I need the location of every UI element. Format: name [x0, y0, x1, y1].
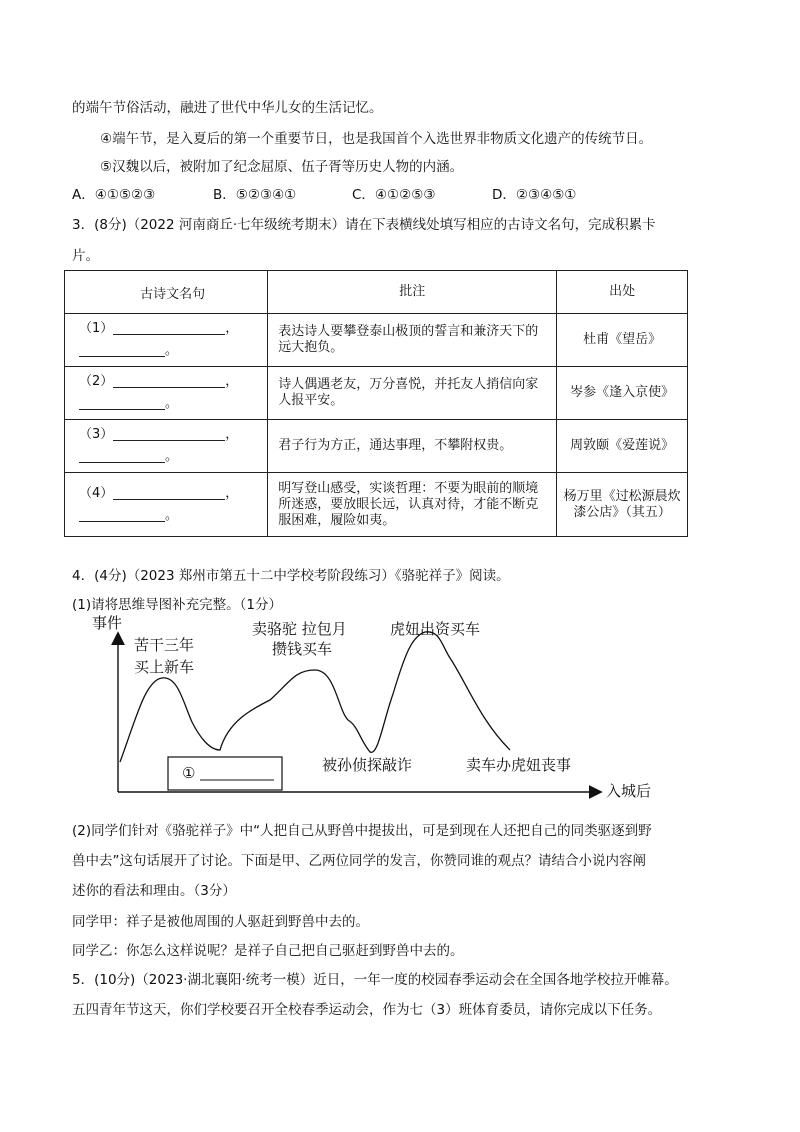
answer-box-number: ① [182, 764, 196, 782]
table-row [65, 367, 688, 420]
question-4-sub-1: (1)请将思维导图补充完整。（1分） [72, 597, 282, 613]
paragraph-3: ⑤汉魏以后，被附加了纪念屈原、伍子胥等历史人物的内涵。 [100, 159, 464, 175]
question-4-line-1: 4．(4分)（2023 郑州市第五十二中学校考阶段练习）《骆驼祥子》阅读。 [72, 568, 510, 584]
source-cell: 岑参《逢入京使》 [557, 367, 688, 420]
event-5: 卖车办虎妞丧事 [466, 756, 572, 774]
poetry-table [64, 270, 688, 537]
option-a[interactable]: A．④①⑤②③ [72, 187, 156, 203]
option-b[interactable]: B．⑤②③④① [213, 187, 297, 203]
question-4-sub-2-line-1: (2)同学们针对《骆驼祥子》中“人把自己从野兽中提拔出，可是到现在人还把自己的同类驱逐到野 [72, 823, 652, 839]
answer-blank[interactable] [113, 487, 225, 500]
table-row [65, 314, 688, 367]
fill-cell[interactable]: （3） ， 。 [65, 420, 268, 473]
answer-blank[interactable] [79, 450, 165, 463]
question-4-sub-2-line-2: 兽中去”这句话展开了讨论。下面是甲、乙两位同学的发言，你赞同谁的观点？请结合小说内容阐 [72, 853, 646, 869]
event-1-line-2: 买上新车 [134, 658, 195, 676]
annotation-cell: 诗人偶遇老友，万分喜悦，并托友人捎信向家人报平安。 [268, 367, 557, 420]
header-poem-line: 古诗文名句 [65, 271, 268, 314]
answer-blank[interactable] [113, 428, 225, 441]
event-1-line-1: 苦干三年 [134, 636, 195, 654]
question-3-line-1: 3．(8分)（2022 河南商丘·七年级统考期末）请在下表横线处填写相应的古诗文名句，完成积累卡 [72, 217, 656, 233]
event-4: 被孙侦探敲诈 [322, 756, 413, 774]
table-row [65, 420, 688, 473]
answer-blank[interactable] [79, 397, 165, 410]
fill-cell[interactable]: （1） ， 。 [65, 314, 268, 367]
source-cell: 杨万里《过松源晨炊漆公店》（其五） [557, 473, 688, 537]
annotation-cell: 表达诗人要攀登泰山极顶的誓言和兼济天下的远大抱负。 [268, 314, 557, 367]
answer-blank[interactable] [113, 375, 225, 388]
question-4-sub-2-line-3: 述你的看法和理由。（3分） [72, 883, 236, 899]
option-d[interactable]: D．②③④⑤① [492, 187, 577, 203]
header-source: 出处 [557, 271, 688, 314]
source-cell: 周敦颐《爱莲说》 [557, 420, 688, 473]
question-5-line-1: 5．(10分)（2023·湖北襄阳·统考一模）近日，一年一度的校园春季运动会在全国各地学校拉开帷幕。 [72, 972, 678, 988]
fill-cell[interactable]: （2） ， 。 [65, 367, 268, 420]
student-b-statement: 同学乙：你怎么这样说呢？是祥子自己把自己驱赶到野兽中去的。 [72, 943, 464, 959]
annotation-cell: 明写登山感受，实谈哲理：不要为眼前的顺境所迷惑，要放眼长远，认真对待，才能不断克服困难，履险如夷。 [268, 473, 557, 537]
source-cell: 杜甫《望岳》 [557, 314, 688, 367]
answer-blank[interactable] [113, 322, 225, 335]
option-c[interactable]: C．④①②⑤③ [352, 187, 436, 203]
question-5-line-2: 五四青年节这天，你们学校要召开全校春季运动会，作为七（3）班体育委员，请你完成以下任务。 [72, 1002, 662, 1018]
answer-blank[interactable] [79, 509, 165, 522]
header-annotation: 批注 [268, 271, 557, 314]
x-axis-label: 入城后 [606, 782, 652, 800]
paragraph-1: 的端午节俗活动，融进了世代中华儿女的生活记忆。 [72, 100, 383, 116]
y-axis-label: 事件 [92, 614, 123, 632]
plot-mindmap [90, 612, 670, 807]
fill-cell[interactable]: （4） ， 。 [65, 473, 268, 537]
paragraph-2: ④端午节，是入夏后的第一个重要节日，也是我国首个入选世界非物质文化遗产的传统节日。 [100, 131, 653, 147]
event-2-line-2: 攒钱买车 [272, 640, 333, 658]
answer-blank[interactable] [79, 344, 165, 357]
event-2-line-1: 卖骆驼 拉包月 [252, 620, 347, 638]
annotation-cell: 君子行为方正，通达事理，不攀附权贵。 [268, 420, 557, 473]
table-header-row [65, 271, 688, 314]
event-3: 虎妞出资买车 [390, 620, 481, 638]
question-3-line-2: 片。 [72, 248, 99, 264]
table-row [65, 473, 688, 537]
student-a-statement: 同学甲：祥子是被他周围的人驱赶到野兽中去的。 [72, 914, 369, 930]
